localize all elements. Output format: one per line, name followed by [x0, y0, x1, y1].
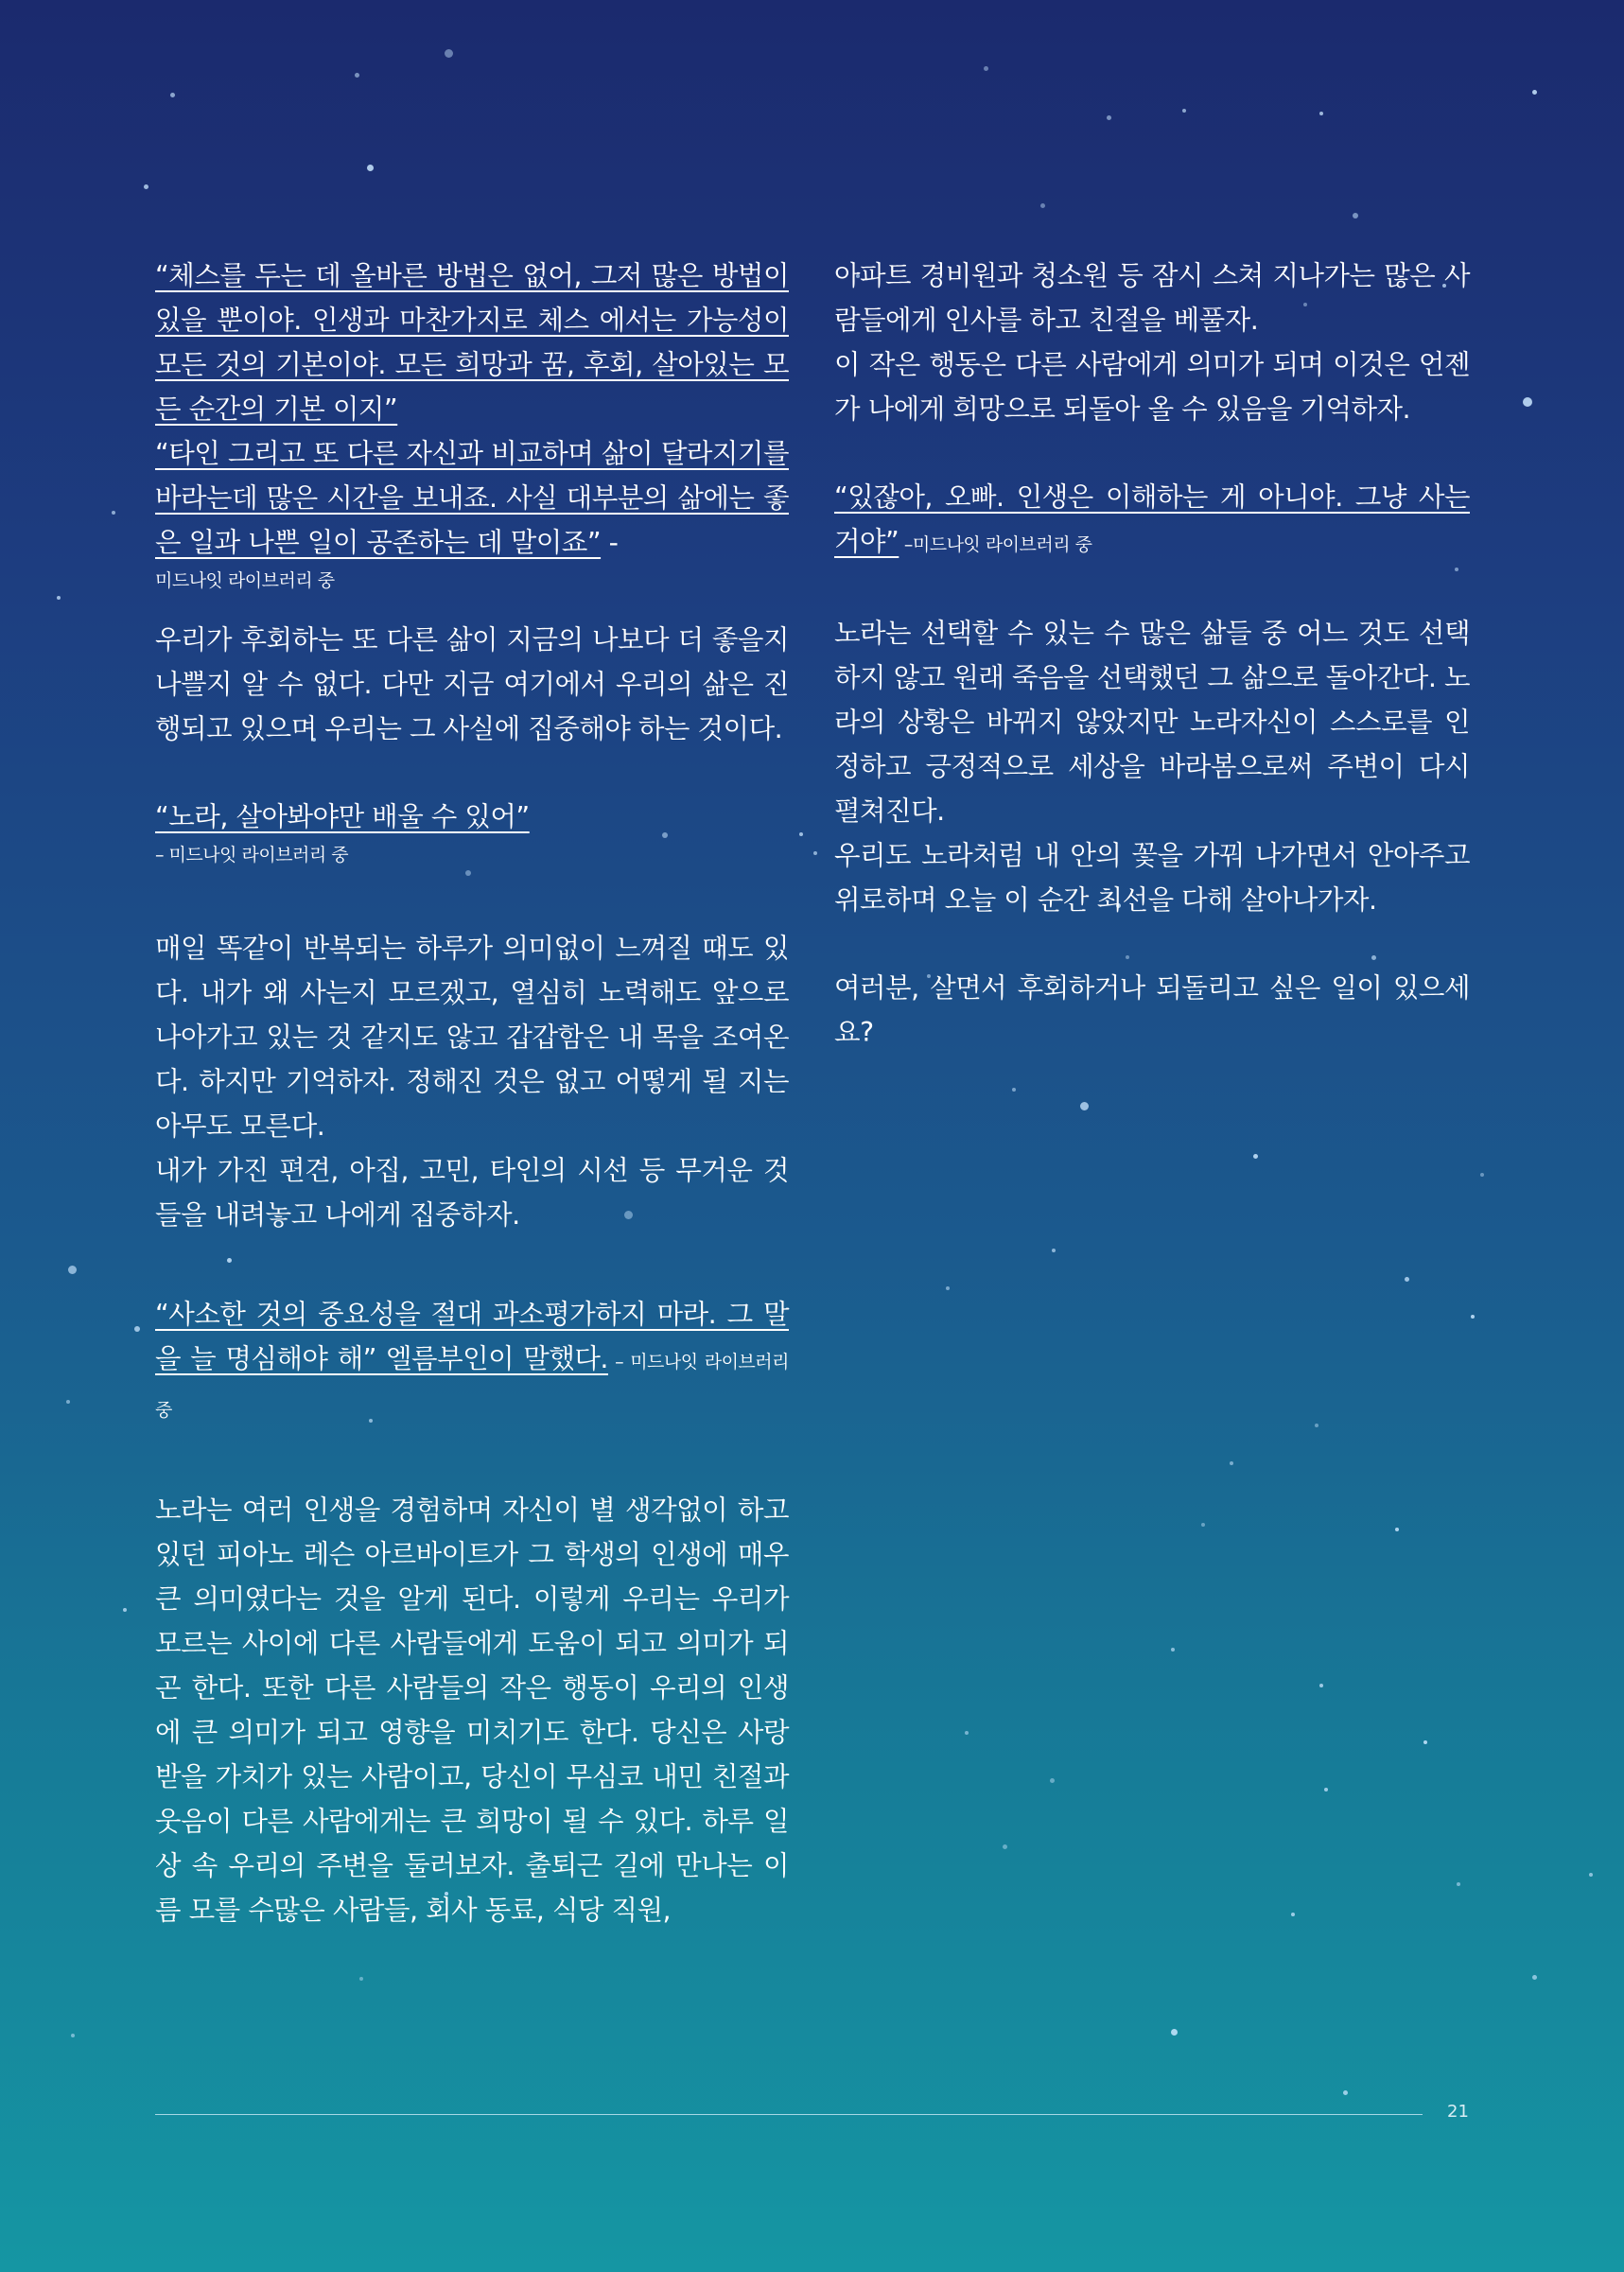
star-dot — [355, 73, 359, 78]
paragraph-regret: 우리가 후회하는 또 다른 삶이 지금의 나보다 더 좋을지 나쁠지 알 수 없다. 다만 지금 여기에서 우리의 삶은 진행되고 있으며 우리는 그 사실에 집중해야 하는 것이다. — [155, 624, 789, 744]
paragraph-kindness: 아파트 경비원과 청소원 등 잠시 스쳐 지나가는 많은 사람들에게 인사를 하고 친절을 베풀자. — [834, 260, 1470, 336]
star-dot — [984, 66, 988, 71]
right-column — [834, 253, 1470, 1055]
star-dot — [367, 165, 374, 171]
star-dot — [144, 184, 148, 189]
quote-brother: “있잖아, 오빠. 인생은 이해하는 게 아니야. 그냥 사는 거야” — [834, 481, 1470, 557]
star-dot — [1003, 1844, 1007, 1849]
star-dot — [1589, 1873, 1593, 1877]
star-dot — [1405, 1277, 1409, 1282]
star-dot — [946, 1286, 950, 1290]
quote-elm: “사소한 것의 중요성을 절대 과소평가하지 마라. 그 말을 늘 명심해야 해” 엘름부인이 말했다. — [155, 1299, 789, 1374]
paragraph-nurture: 우리도 노라처럼 내 안의 꽃을 가꿔 나가면서 안아주고 위로하며 오늘 이 순간 최선을 다해 살아나가자. — [834, 840, 1470, 916]
star-dot — [1395, 1528, 1399, 1531]
star-dot — [1171, 2029, 1178, 2036]
star-dot — [68, 1266, 77, 1274]
quote-block-elm — [155, 1292, 789, 1433]
quote-source: – 미드나잇 라이브러리 중 — [155, 1352, 789, 1421]
star-dot — [445, 49, 453, 58]
paragraph-focus: 내가 가진 편견, 아집, 고민, 타인의 시선 등 무거운 것들을 내려놓고 나에게 집중하자. — [155, 1155, 789, 1231]
star-dot — [1324, 1788, 1328, 1791]
star-dot — [1050, 1778, 1055, 1783]
star-dot — [1201, 1523, 1205, 1527]
star-dot — [1319, 1684, 1323, 1687]
star-dot — [1171, 1648, 1175, 1652]
page-number: 21 — [1447, 2102, 1469, 2122]
paragraph-choice: 노라는 선택할 수 있는 수 많은 삶들 중 어느 것도 선택하지 않고 원래 죽음을 선택했던 그 삶으로 돌아간다. 노라의 상황은 바뀌지 않았지만 노라자신이 스스로를 인정하고 긍정적으로 세상을 바라봄으로써 주변이 다시 펼쳐진다. — [834, 618, 1470, 827]
star-dot — [1353, 213, 1358, 218]
star-dot — [965, 1731, 969, 1735]
quote-block-brother — [834, 475, 1470, 568]
star-dot — [134, 1326, 140, 1332]
star-dot — [1423, 1740, 1427, 1744]
star-dot — [1480, 1173, 1484, 1177]
star-dot — [1040, 203, 1045, 208]
star-dot — [1532, 90, 1537, 95]
star-dot — [359, 1977, 363, 1981]
quote-chess: “체스를 두는 데 올바른 방법은 없어, 그저 많은 방법이 있을 뿐이야. 인생과 마찬가지로 체스 에서는 가능성이 모든 것의 기본이야. 모든 희망과 꿈, 후회, 살아있는 모든 순간의 기본 이지” — [155, 260, 789, 425]
star-dot — [1291, 1913, 1295, 1916]
star-dot — [170, 93, 175, 97]
quote-source: 미드나잇 라이브러리 중 — [155, 570, 335, 591]
star-dot — [1012, 1088, 1016, 1092]
quote-nora: “노라, 살아봐야만 배울 수 있어” — [155, 801, 530, 832]
paragraph-daily: 매일 똑같이 반복되는 하루가 의미없이 느껴질 때도 있다. 내가 왜 사는지 모르겠고, 열심히 노력해도 앞으로 나아가고 있는 것 같지도 않고 갑갑함은 내 목을 조여온다. 하지만 기억하자. 정해진 것은 없고 어떻게 될 지는 아무도 모른다. — [155, 933, 789, 1142]
star-dot — [813, 851, 817, 855]
star-dot — [1230, 1461, 1233, 1465]
quote-dash: - — [601, 527, 619, 558]
footer-divider — [155, 2114, 1423, 2115]
star-dot — [1471, 1315, 1475, 1319]
star-dot — [1052, 1249, 1056, 1252]
star-dot — [1532, 1975, 1537, 1980]
star-dot — [1319, 112, 1323, 115]
left-column — [155, 253, 789, 1932]
star-dot — [1253, 1154, 1258, 1159]
quote-compare: “타인 그리고 또 다른 자신과 비교하며 삶이 달라지기를 바라는데 많은 시간을 보내죠. 사실 대부분의 삶에는 좋은 일과 나쁜 일이 공존하는 데 말이죠” — [155, 438, 789, 558]
star-dot — [1182, 109, 1186, 113]
star-dot — [1315, 1424, 1318, 1427]
star-dot — [799, 832, 803, 836]
star-dot — [123, 1608, 127, 1612]
star-dot — [71, 2034, 75, 2037]
quote-source: –미드나잇 라이브러리 중 — [899, 534, 1092, 555]
star-dot — [112, 511, 115, 515]
paragraph-small-action: 이 작은 행동은 다른 사람에게 의미가 되며 이것은 언젠가 나에게 희망으로 되돌아 올 수 있음을 기억하자. — [834, 349, 1470, 425]
star-dot — [1343, 2090, 1348, 2095]
star-dot — [1457, 1882, 1460, 1886]
quote-block-chess — [155, 253, 789, 565]
star-dot — [66, 1400, 70, 1404]
star-dot — [57, 596, 61, 600]
paragraph-question: 여러분, 살면서 후회하거나 되돌리고 싶은 일이 있으세요? — [834, 972, 1470, 1048]
star-dot — [1107, 115, 1111, 120]
star-dot — [1080, 1102, 1089, 1110]
paragraph-meaning: 노라는 여러 인생을 경험하며 자신이 별 생각없이 하고 있던 피아노 레슨 아르바이트가 그 학생의 인생에 매우 큰 의미였다는 것을 알게 된다. 이렇게 우리는 우리가 모르는 사이에 다른 사람들에게 도움이 되고 의미가 되곤 한다. 또한 다른 사람들의 작은 행동이 우리의 인생에 큰 의미가 되고 영향을 미치기도 한다. 당신은 사랑받을 가치가 있는 사람이고, 당신이 무심코 내민 친절과 웃음이 다른 사람에게는 큰 희망이 될 수 있다. 하루 일상 속 우리의 주변을 둘러보자. 출퇴근 길에 만나는 이름 모를 수많은 사람들, 회사 동료, 식당 직원, — [155, 1494, 789, 1926]
quote-block-nora — [155, 795, 789, 839]
star-dot — [1523, 397, 1532, 407]
quote-source: – 미드나잇 라이브러리 중 — [155, 845, 349, 865]
